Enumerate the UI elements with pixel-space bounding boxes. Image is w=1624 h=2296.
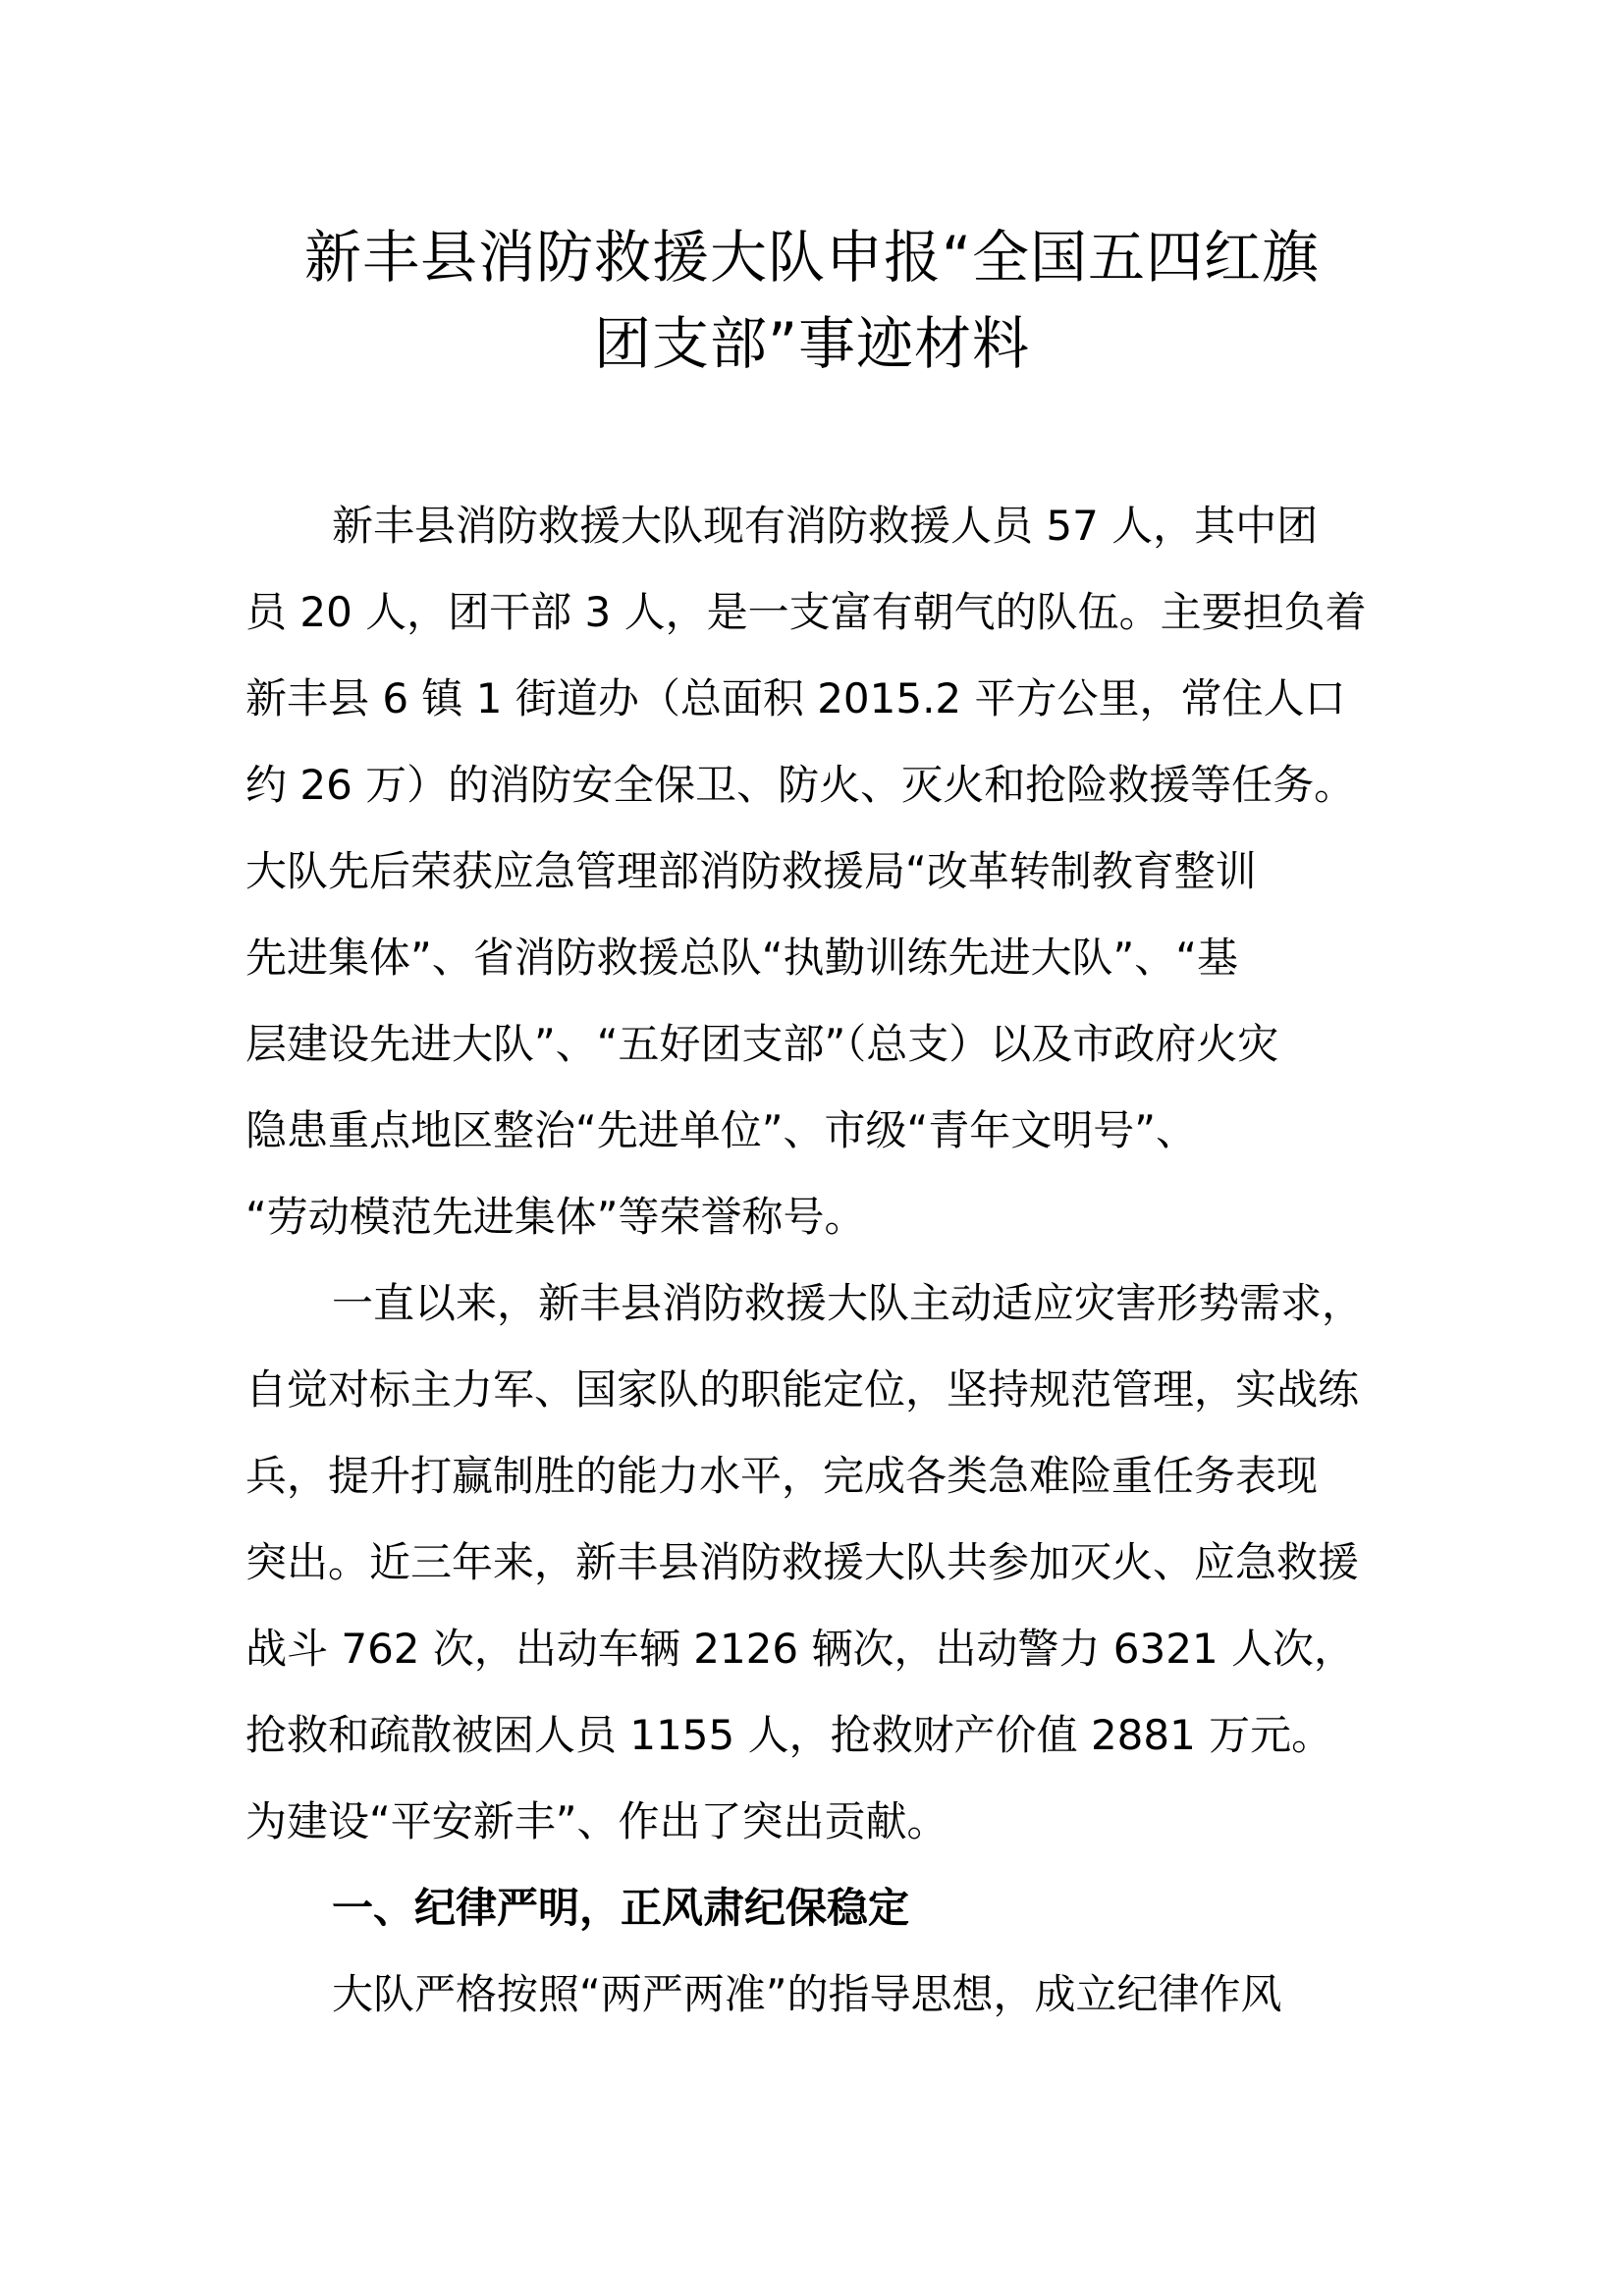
paragraph-1-line-1: 新丰县消防救援大队现有消防救援人员 57 人，其中团 xyxy=(332,502,1319,550)
paragraph-2-line-3: 兵，提升打赢制胜的能力水平，完成各类急难险重任务表现 xyxy=(245,1452,1319,1500)
paragraph-3-line-1: 大队严格按照“两严两准”的指导思想，成立纪律作风 xyxy=(332,1970,1282,2018)
paragraph-2-line-1: 一直以来，新丰县消防救援大队主动适应灾害形势需求， xyxy=(332,1279,1364,1327)
paragraph-2-line-6: 抢救和疏散被困人员 1155 人，抢救财产价值 2881 万元。 xyxy=(245,1711,1333,1759)
section-1-heading: 一、纪律严明，正风肃纪保稳定 xyxy=(332,1884,910,1932)
paragraph-1-line-7: 层建设先进大队”、“五好团支部”（总支）以及市政府火灾 xyxy=(245,1020,1279,1068)
paragraph-2-line-5: 战斗 762 次，出动车辆 2126 辆次，出动警力 6321 人次， xyxy=(245,1625,1356,1673)
paragraph-1-line-9: “劳动模范先进集体”等荣誉称号。 xyxy=(245,1193,866,1241)
paragraph-1-line-6: 先进集体”、省消防救援总队“执勤训练先进大队”、“基 xyxy=(245,934,1239,982)
paragraph-1-line-8: 隐患重点地区整治“先进单位”、市级“青年文明号”、 xyxy=(245,1106,1198,1154)
paragraph-1-line-2: 员 20 人，团干部 3 人，是一支富有朝气的队伍。主要担负着 xyxy=(245,588,1367,636)
paragraph-2-line-2: 自觉对标主力军、国家队的职能定位，坚持规范管理，实战练 xyxy=(245,1365,1360,1414)
paragraph-1-line-5: 大队先后荣获应急管理部消防救援局“改革转制教育整训 xyxy=(245,847,1257,895)
paragraph-1-line-4: 约 26 万）的消防安全保卫、防火、灭火和抢险救援等任务。 xyxy=(245,761,1356,809)
paragraph-1-line-3: 新丰县 6 镇 1 街道办（总面积 2015.2 平方公里，常住人口 xyxy=(245,674,1346,722)
paragraph-2-line-4: 突出。近三年来，新丰县消防救援大队共参加灭火、应急救援 xyxy=(245,1538,1360,1586)
paragraph-2-line-7: 为建设“平安新丰”、作出了突出贡献。 xyxy=(245,1797,948,1845)
document-title-line-1: 新丰县消防救援大队申报“全国五四红旗 xyxy=(303,224,1321,291)
document-title-line-2: 团支部”事迹材料 xyxy=(593,310,1031,377)
